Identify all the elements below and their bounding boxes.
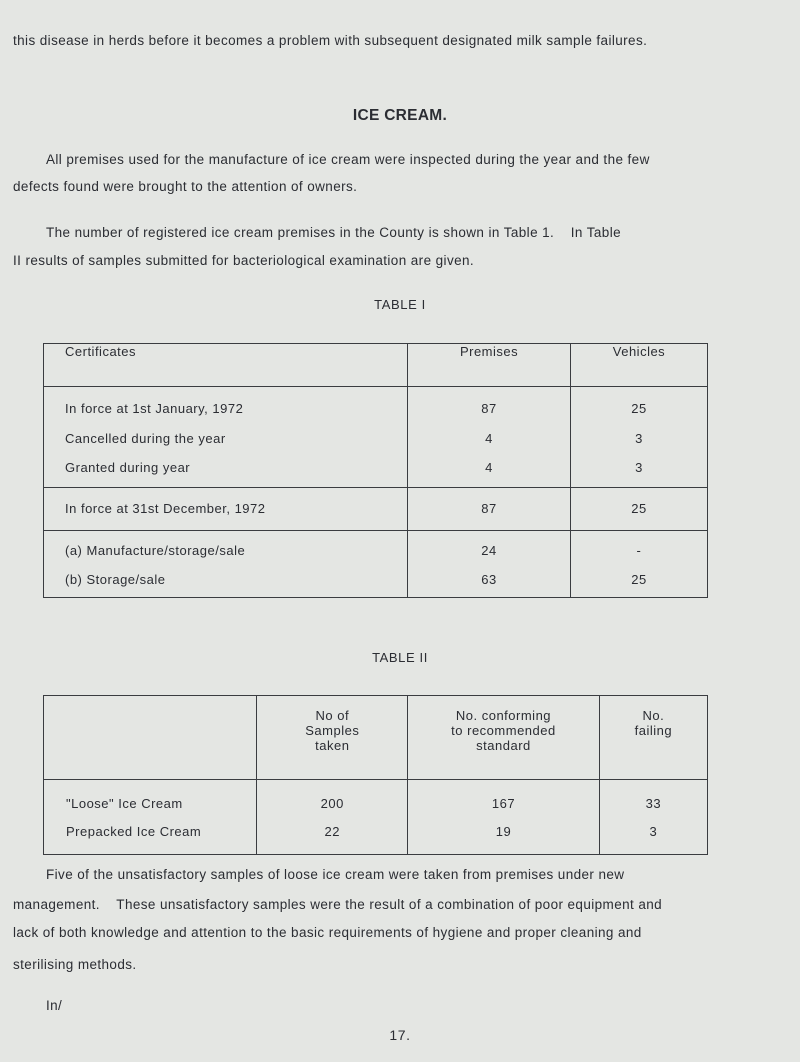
row-label: In force at 1st January, 1972 bbox=[65, 401, 244, 416]
vehicles-value: - bbox=[636, 542, 642, 558]
header-certificates: Certificates bbox=[44, 344, 408, 387]
row-label: (b) Storage/sale bbox=[65, 572, 166, 587]
continuation-mark: In/ bbox=[46, 998, 63, 1013]
taken-value: 22 bbox=[324, 824, 341, 839]
taken-value: 200 bbox=[320, 796, 344, 811]
header-vehicles: Vehicles bbox=[570, 344, 707, 387]
premises-value: 87 bbox=[408, 487, 571, 530]
table1-total-row bbox=[44, 487, 708, 530]
para3-line2: management. These unsatisfactory samples were the result of a combination of poor equipment and bbox=[13, 897, 663, 912]
table1-group1 bbox=[44, 387, 708, 488]
header-premises: Premises bbox=[408, 344, 571, 387]
failing-value: 33 bbox=[645, 796, 662, 811]
premises-value: 4 bbox=[485, 460, 493, 475]
row-label: Granted during year bbox=[65, 460, 191, 475]
header-failing: No. failing bbox=[599, 696, 707, 780]
failing-value: 3 bbox=[649, 824, 658, 839]
para1-line1: All premises used for the manufacture of ice cream were inspected during the year and the few bbox=[46, 152, 650, 167]
premises-value: 24 bbox=[481, 542, 497, 558]
table2 bbox=[43, 695, 708, 855]
para3-line3: lack of both knowledge and attention to the basic requirements of hygiene and proper cleaning and bbox=[13, 925, 642, 940]
row-label: Cancelled during the year bbox=[65, 430, 226, 446]
table1-caption: TABLE I bbox=[374, 297, 426, 312]
vehicles-value: 3 bbox=[635, 430, 643, 446]
table2-caption: TABLE II bbox=[372, 650, 428, 665]
conforming-value: 19 bbox=[495, 824, 512, 839]
row-label: "Loose" Ice Cream bbox=[66, 796, 183, 811]
vehicles-value: 25 bbox=[631, 572, 647, 587]
row-label: (a) Manufacture/storage/sale bbox=[65, 542, 246, 558]
premises-value: 63 bbox=[481, 572, 497, 587]
para1-line2: defects found were brought to the attention of owners. bbox=[13, 179, 358, 194]
header-conforming: No. conforming to recommended standard bbox=[408, 696, 600, 780]
page-number: 17. bbox=[389, 1027, 411, 1043]
vehicles-value: 3 bbox=[635, 460, 643, 475]
header-samples-taken: No of Samples taken bbox=[257, 696, 408, 780]
section-title: ICE CREAM. bbox=[352, 107, 448, 124]
table2-body bbox=[44, 780, 708, 855]
premises-value: 87 bbox=[481, 401, 497, 416]
table1-group2 bbox=[44, 530, 708, 597]
row-label: Prepacked Ice Cream bbox=[66, 824, 202, 839]
para2-line1: The number of registered ice cream premises in the County is shown in Table 1. In Table bbox=[46, 225, 622, 240]
vehicles-value: 25 bbox=[631, 401, 647, 416]
table1-header-row bbox=[44, 344, 708, 387]
premises-value: 4 bbox=[485, 430, 493, 446]
header-blank bbox=[44, 696, 257, 780]
intro-line: this disease in herds before it becomes a problem with subsequent designated milk sample failures. bbox=[13, 33, 648, 48]
row-label: In force at 31st December, 1972 bbox=[44, 487, 408, 530]
para3-line4: sterilising methods. bbox=[13, 957, 137, 972]
conforming-value: 167 bbox=[491, 796, 516, 811]
para3-line1: Five of the unsatisfactory samples of loose ice cream were taken from premises under new bbox=[46, 867, 625, 882]
para2-line2: II results of samples submitted for bacteriological examination are given. bbox=[13, 253, 475, 268]
table1 bbox=[43, 343, 708, 598]
table2-header-row bbox=[44, 696, 708, 780]
vehicles-value: 25 bbox=[570, 487, 707, 530]
